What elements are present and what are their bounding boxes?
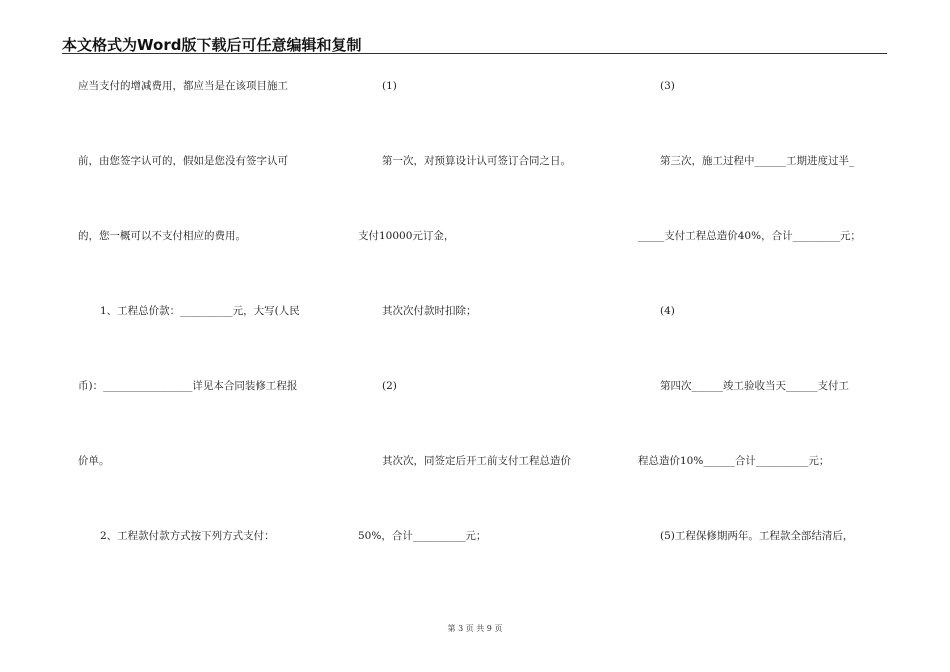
col2-line-6: 其次次，同签定后开工前支付工程总造价 (382, 455, 571, 467)
col3-line-1: (3) (660, 80, 675, 92)
col2-line-2: 第一次，对预算设计认可签订合同之日。 (382, 155, 571, 167)
col2-line-5: (2) (382, 380, 397, 392)
col2-line-1: (1) (382, 80, 397, 92)
col1-line-4: 1、工程总价款：__________元，大写(人民 (100, 305, 300, 317)
col2-line-7: 50%，合计__________元； (358, 530, 487, 542)
col1-line-1: 应当支付的增减费用，都应当是在该项目施工 (78, 80, 288, 92)
col3-line-3: _____支付工程总造价40%，合计_________元； (638, 230, 861, 242)
col3-line-7: (5)工程保修期两年。工程款全部结清后， (660, 530, 854, 542)
col1-line-6: 价单。 (78, 455, 110, 467)
col3-line-2: 第三次，施工过程中______工期进度过半_ (660, 155, 855, 167)
col2-line-4: 其次次付款时扣除； (382, 305, 477, 317)
col1-line-5: 币)：_________________详见本合同装修工程报 (78, 380, 298, 392)
col1-line-3: 的，您一概可以不支付相应的费用。 (78, 230, 246, 242)
page-number-footer: 第 3 页 共 9 页 (447, 624, 503, 633)
col2-line-3: 支付10000元订金， (358, 230, 455, 242)
col1-line-2: 前，由您签字认可的，假如是您没有签字认可 (78, 155, 288, 167)
col3-line-6: 程总造价10%______合计__________元； (638, 455, 830, 467)
col3-line-5: 第四次______竣工验收当天______支付工 (660, 380, 849, 392)
header-divider (62, 53, 887, 54)
col1-line-7: 2、工程款付款方式按下列方式支付： (100, 530, 275, 542)
col3-line-4: (4) (660, 305, 675, 317)
document-header-title: 本文格式为Word版下载后可任意编辑和复制 (62, 36, 362, 54)
